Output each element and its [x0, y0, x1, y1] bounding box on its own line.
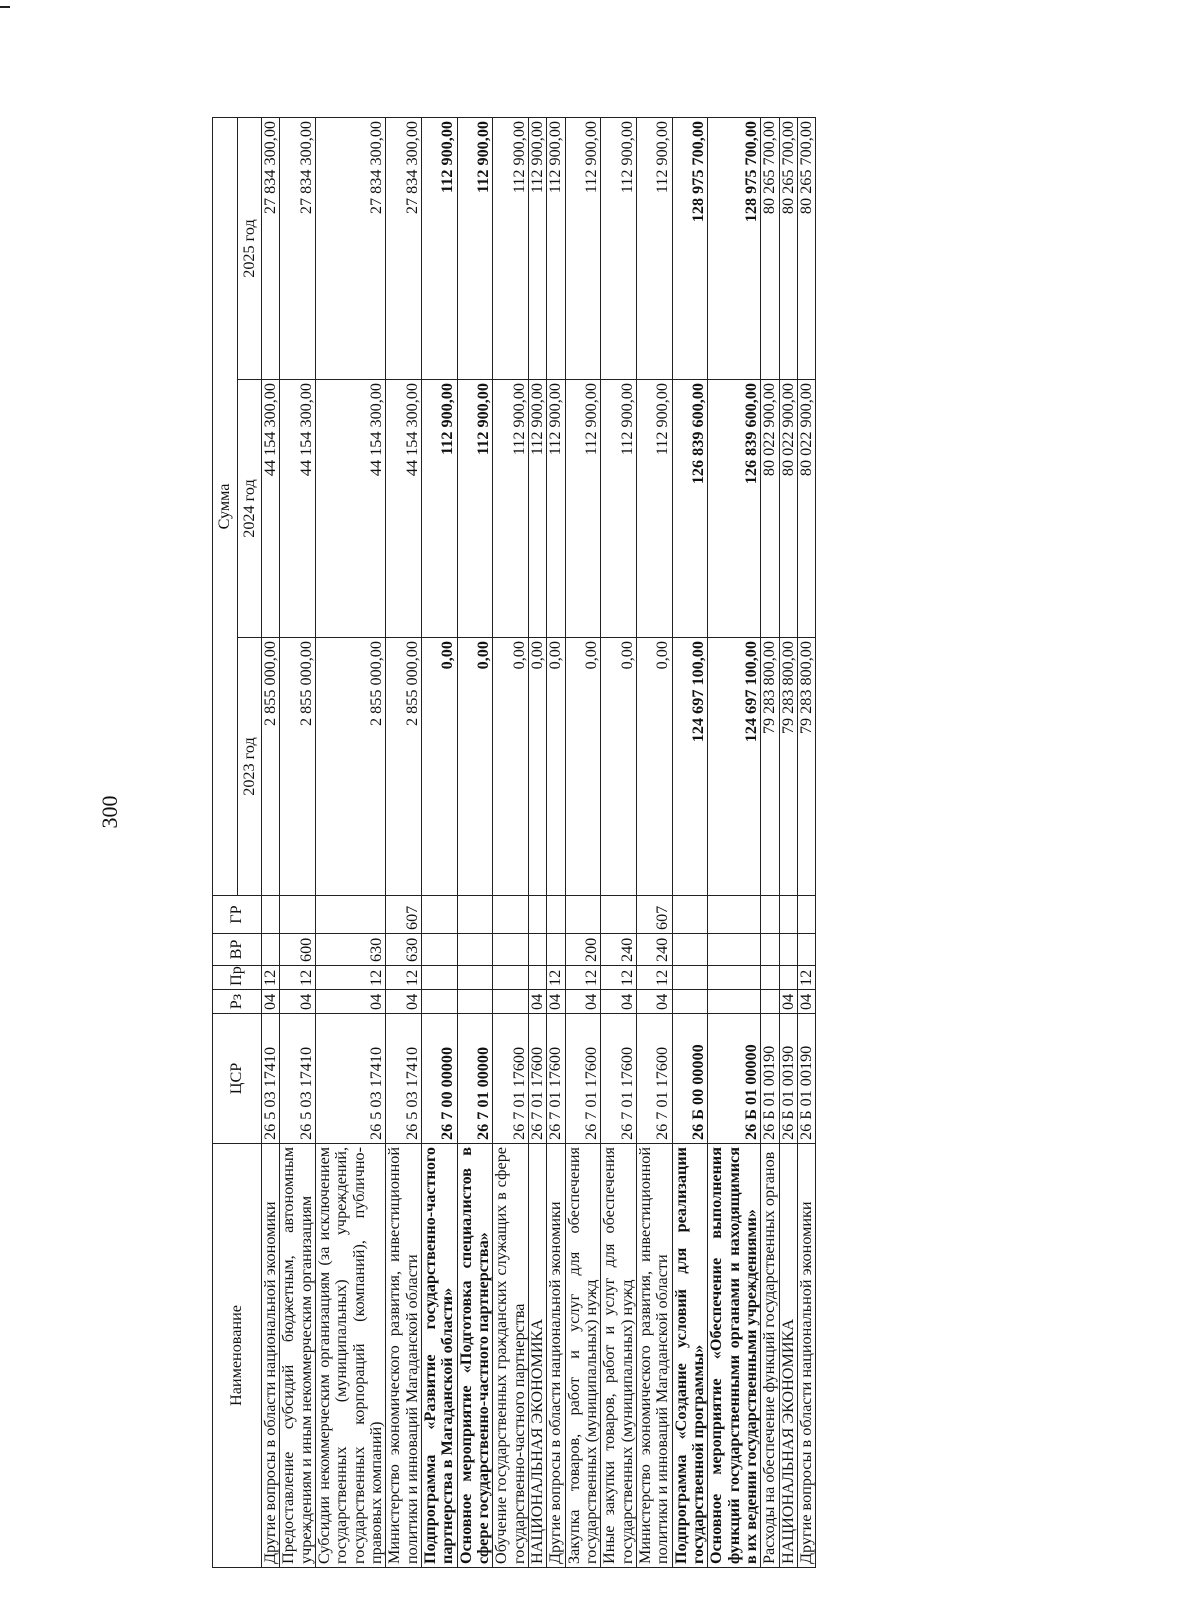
cell-csr: 26 7 00 00000	[421, 1014, 457, 1144]
cell-gr: 607	[386, 896, 422, 934]
cell-2024: 112 900,00	[421, 380, 457, 638]
cell-vr	[528, 934, 546, 966]
cell-rz: 04	[528, 990, 546, 1014]
cell-2023: 79 283 800,00	[779, 638, 797, 896]
cell-2025: 27 834 300,00	[280, 117, 316, 379]
page-number: 300	[97, 795, 122, 829]
cell-rz	[457, 990, 493, 1014]
rotated-table-wrapper	[212, 118, 1012, 1568]
cell-2025: 27 834 300,00	[386, 117, 422, 379]
cell-name: Иные закупки товаров, работ и услуг для обеспечения государственных (муниципальных) нужд	[601, 1144, 637, 1568]
cell-2024: 112 900,00	[565, 380, 601, 638]
table-row	[262, 117, 280, 1567]
cell-rz: 04	[797, 990, 815, 1014]
cell-rz: 04	[601, 990, 637, 1014]
table-row	[493, 117, 529, 1567]
cell-pr	[761, 966, 779, 990]
cell-gr	[601, 896, 637, 934]
header-2023: 2023 год	[237, 638, 262, 896]
cell-vr	[779, 934, 797, 966]
cell-csr: 26 Б 01 00190	[797, 1014, 815, 1144]
cell-rz	[672, 990, 708, 1014]
cell-rz	[493, 990, 529, 1014]
cell-rz: 04	[565, 990, 601, 1014]
cell-2023: 124 697 100,00	[672, 638, 708, 896]
table-row	[761, 117, 779, 1567]
cell-gr	[708, 896, 761, 934]
cell-vr: 630	[386, 934, 422, 966]
cell-gr	[262, 896, 280, 934]
cell-name: Министерство экономического развития, инвестиционной политики и инноваций Магаданской области	[636, 1144, 672, 1568]
cell-2024: 44 154 300,00	[280, 380, 316, 638]
cell-gr	[493, 896, 529, 934]
cell-vr	[708, 934, 761, 966]
table-row	[421, 117, 457, 1567]
cell-2023: 0,00	[636, 638, 672, 896]
cell-2023: 0,00	[601, 638, 637, 896]
cell-rz: 04	[315, 990, 385, 1014]
cell-pr: 12	[315, 966, 385, 990]
header-gr: ГР	[213, 896, 262, 934]
cell-2024: 44 154 300,00	[386, 380, 422, 638]
cell-2023: 2 855 000,00	[315, 638, 385, 896]
cell-2025: 128 975 700,00	[672, 117, 708, 379]
cell-rz	[761, 990, 779, 1014]
cell-csr: 26 Б 01 00000	[708, 1014, 761, 1144]
cell-pr: 12	[636, 966, 672, 990]
cell-rz: 04	[386, 990, 422, 1014]
cell-gr	[547, 896, 565, 934]
table-row	[565, 117, 601, 1567]
cell-gr	[797, 896, 815, 934]
cell-csr: 26 5 03 17410	[315, 1014, 385, 1144]
cell-name: Субсидии некоммерческим организациям (за исключением государственных (муниципальных) учреждений, государственных корпораций (компаний), публично-правовых компаний)	[315, 1144, 385, 1568]
cell-vr	[457, 934, 493, 966]
cell-name: Предоставление субсидий бюджетным, автономным учреждениям и иным некоммерческим организациям	[280, 1144, 316, 1568]
cell-gr: 607	[636, 896, 672, 934]
cell-vr	[421, 934, 457, 966]
cell-csr: 26 Б 00 00000	[672, 1014, 708, 1144]
cell-rz: 04	[280, 990, 316, 1014]
cell-gr	[315, 896, 385, 934]
cell-2024: 80 022 900,00	[761, 380, 779, 638]
cell-pr: 12	[797, 966, 815, 990]
cell-2025: 112 900,00	[457, 117, 493, 379]
cell-name: Другие вопросы в области национальной экономики	[797, 1144, 815, 1568]
cell-rz: 04	[779, 990, 797, 1014]
cell-rz	[708, 990, 761, 1014]
table-row	[386, 117, 422, 1567]
cell-vr	[262, 934, 280, 966]
table-row	[528, 117, 546, 1567]
cell-2024: 126 839 600,00	[708, 380, 761, 638]
cell-name: Подпрограмма «Создание условий для реализации государственной программы»	[672, 1144, 708, 1568]
cell-2023: 2 855 000,00	[262, 638, 280, 896]
cell-2023: 0,00	[547, 638, 565, 896]
cell-vr: 240	[601, 934, 637, 966]
header-2025: 2025 год	[237, 117, 262, 379]
cell-pr: 12	[280, 966, 316, 990]
cell-2023: 0,00	[457, 638, 493, 896]
cell-2023: 0,00	[421, 638, 457, 896]
cell-2025: 128 975 700,00	[708, 117, 761, 379]
cell-2024: 80 022 900,00	[797, 380, 815, 638]
cell-vr: 630	[315, 934, 385, 966]
header-sum: Сумма	[213, 117, 238, 895]
cell-csr: 26 7 01 17600	[493, 1014, 529, 1144]
cell-2023: 79 283 800,00	[797, 638, 815, 896]
cell-pr: 12	[601, 966, 637, 990]
cell-csr: 26 7 01 17600	[636, 1014, 672, 1144]
cell-csr: 26 5 03 17410	[280, 1014, 316, 1144]
cell-pr	[421, 966, 457, 990]
cell-2025: 27 834 300,00	[315, 117, 385, 379]
cell-pr: 12	[565, 966, 601, 990]
cell-gr	[457, 896, 493, 934]
cell-2024: 112 900,00	[601, 380, 637, 638]
cell-pr: 12	[262, 966, 280, 990]
cell-name: Расходы на обеспечение функций государственных органов	[761, 1144, 779, 1568]
table-body	[262, 117, 816, 1567]
cell-2023: 2 855 000,00	[280, 638, 316, 896]
cell-2024: 112 900,00	[547, 380, 565, 638]
cell-2023: 124 697 100,00	[708, 638, 761, 896]
cell-2025: 112 900,00	[547, 117, 565, 379]
cell-csr: 26 5 03 17410	[262, 1014, 280, 1144]
cell-vr: 240	[636, 934, 672, 966]
cell-2025: 27 834 300,00	[262, 117, 280, 379]
cell-pr	[493, 966, 529, 990]
cell-gr	[779, 896, 797, 934]
cell-csr: 26 7 01 17600	[601, 1014, 637, 1144]
cell-2025: 80 265 700,00	[761, 117, 779, 379]
cell-gr	[565, 896, 601, 934]
cell-gr	[528, 896, 546, 934]
header-pr: Пр	[213, 966, 262, 990]
header-rz: Рз	[213, 990, 262, 1014]
cell-2024: 80 022 900,00	[779, 380, 797, 638]
cell-2025: 80 265 700,00	[779, 117, 797, 379]
cell-2024: 112 900,00	[636, 380, 672, 638]
cell-vr	[797, 934, 815, 966]
table-row	[779, 117, 797, 1567]
header-vr: ВР	[213, 934, 262, 966]
cell-csr: 26 7 01 17600	[547, 1014, 565, 1144]
budget-table	[212, 117, 816, 1568]
cell-pr	[528, 966, 546, 990]
cell-2023: 0,00	[565, 638, 601, 896]
cell-2025: 112 900,00	[493, 117, 529, 379]
cell-vr	[761, 934, 779, 966]
cell-rz: 04	[636, 990, 672, 1014]
cell-2024: 44 154 300,00	[315, 380, 385, 638]
cell-2023: 0,00	[528, 638, 546, 896]
cell-name: Другие вопросы в области национальной экономики	[547, 1144, 565, 1568]
cell-pr: 12	[386, 966, 422, 990]
cell-name: НАЦИОНАЛЬНАЯ ЭКОНОМИКА	[779, 1144, 797, 1568]
cell-vr: 600	[280, 934, 316, 966]
table-row	[315, 117, 385, 1567]
cell-vr	[547, 934, 565, 966]
cell-name: НАЦИОНАЛЬНАЯ ЭКОНОМИКА	[528, 1144, 546, 1568]
header-csr: ЦСР	[213, 1014, 262, 1144]
table-row	[797, 117, 815, 1567]
cell-pr	[779, 966, 797, 990]
cell-csr: 26 Б 01 00190	[779, 1014, 797, 1144]
cell-csr: 26 7 01 17600	[565, 1014, 601, 1144]
cell-csr: 26 7 01 17600	[528, 1014, 546, 1144]
cell-name: Министерство экономического развития, инвестиционной политики и инноваций Магаданской области	[386, 1144, 422, 1568]
cell-vr	[493, 934, 529, 966]
cell-2024: 112 900,00	[528, 380, 546, 638]
cell-2023: 2 855 000,00	[386, 638, 422, 896]
header-name: Наименование	[213, 1144, 262, 1568]
cell-csr: 26 5 03 17410	[386, 1014, 422, 1144]
cell-2025: 112 900,00	[601, 117, 637, 379]
cell-gr	[280, 896, 316, 934]
cell-2025: 112 900,00	[565, 117, 601, 379]
cell-csr: 26 Б 01 00190	[761, 1014, 779, 1144]
table-row	[601, 117, 637, 1567]
table-row	[457, 117, 493, 1567]
cell-rz: 04	[262, 990, 280, 1014]
cell-2025: 80 265 700,00	[797, 117, 815, 379]
cell-2023: 0,00	[493, 638, 529, 896]
cell-pr	[672, 966, 708, 990]
cell-2024: 126 839 600,00	[672, 380, 708, 638]
cell-gr	[761, 896, 779, 934]
cell-2025: 112 900,00	[421, 117, 457, 379]
cell-pr	[708, 966, 761, 990]
corner-mark	[0, 6, 10, 8]
cell-rz: 04	[547, 990, 565, 1014]
cell-gr	[421, 896, 457, 934]
table-row	[708, 117, 761, 1567]
table-row	[547, 117, 565, 1567]
cell-name: Другие вопросы в области национальной экономики	[262, 1144, 280, 1568]
cell-name: Основное мероприятие «Обеспечение выполнения функций государственными органами и находящимися в их ведении государственными учреждениями»	[708, 1144, 761, 1568]
cell-2023: 79 283 800,00	[761, 638, 779, 896]
cell-vr	[672, 934, 708, 966]
cell-name: Обучение государственных гражданских служащих в сфере государственно-частного партнерства	[493, 1144, 529, 1568]
cell-2024: 112 900,00	[493, 380, 529, 638]
cell-2024: 112 900,00	[457, 380, 493, 638]
cell-csr: 26 7 01 00000	[457, 1014, 493, 1144]
table-row	[280, 117, 316, 1567]
table-row	[672, 117, 708, 1567]
cell-2025: 112 900,00	[528, 117, 546, 379]
cell-name: Основное мероприятие «Подготовка специалистов в сфере государственно-частного партнерства»	[457, 1144, 493, 1568]
cell-pr: 12	[547, 966, 565, 990]
header-2024: 2024 год	[237, 380, 262, 638]
cell-name: Подпрограмма «Развитие государственно-частного партнерства в Магаданской области»	[421, 1144, 457, 1568]
cell-2024: 44 154 300,00	[262, 380, 280, 638]
cell-2025: 112 900,00	[636, 117, 672, 379]
cell-gr	[672, 896, 708, 934]
cell-pr	[457, 966, 493, 990]
cell-name: Закупка товаров, работ и услуг для обеспечения государственных (муниципальных) нужд	[565, 1144, 601, 1568]
cell-rz	[421, 990, 457, 1014]
cell-vr: 200	[565, 934, 601, 966]
table-row	[636, 117, 672, 1567]
header-row-1	[213, 117, 238, 1567]
